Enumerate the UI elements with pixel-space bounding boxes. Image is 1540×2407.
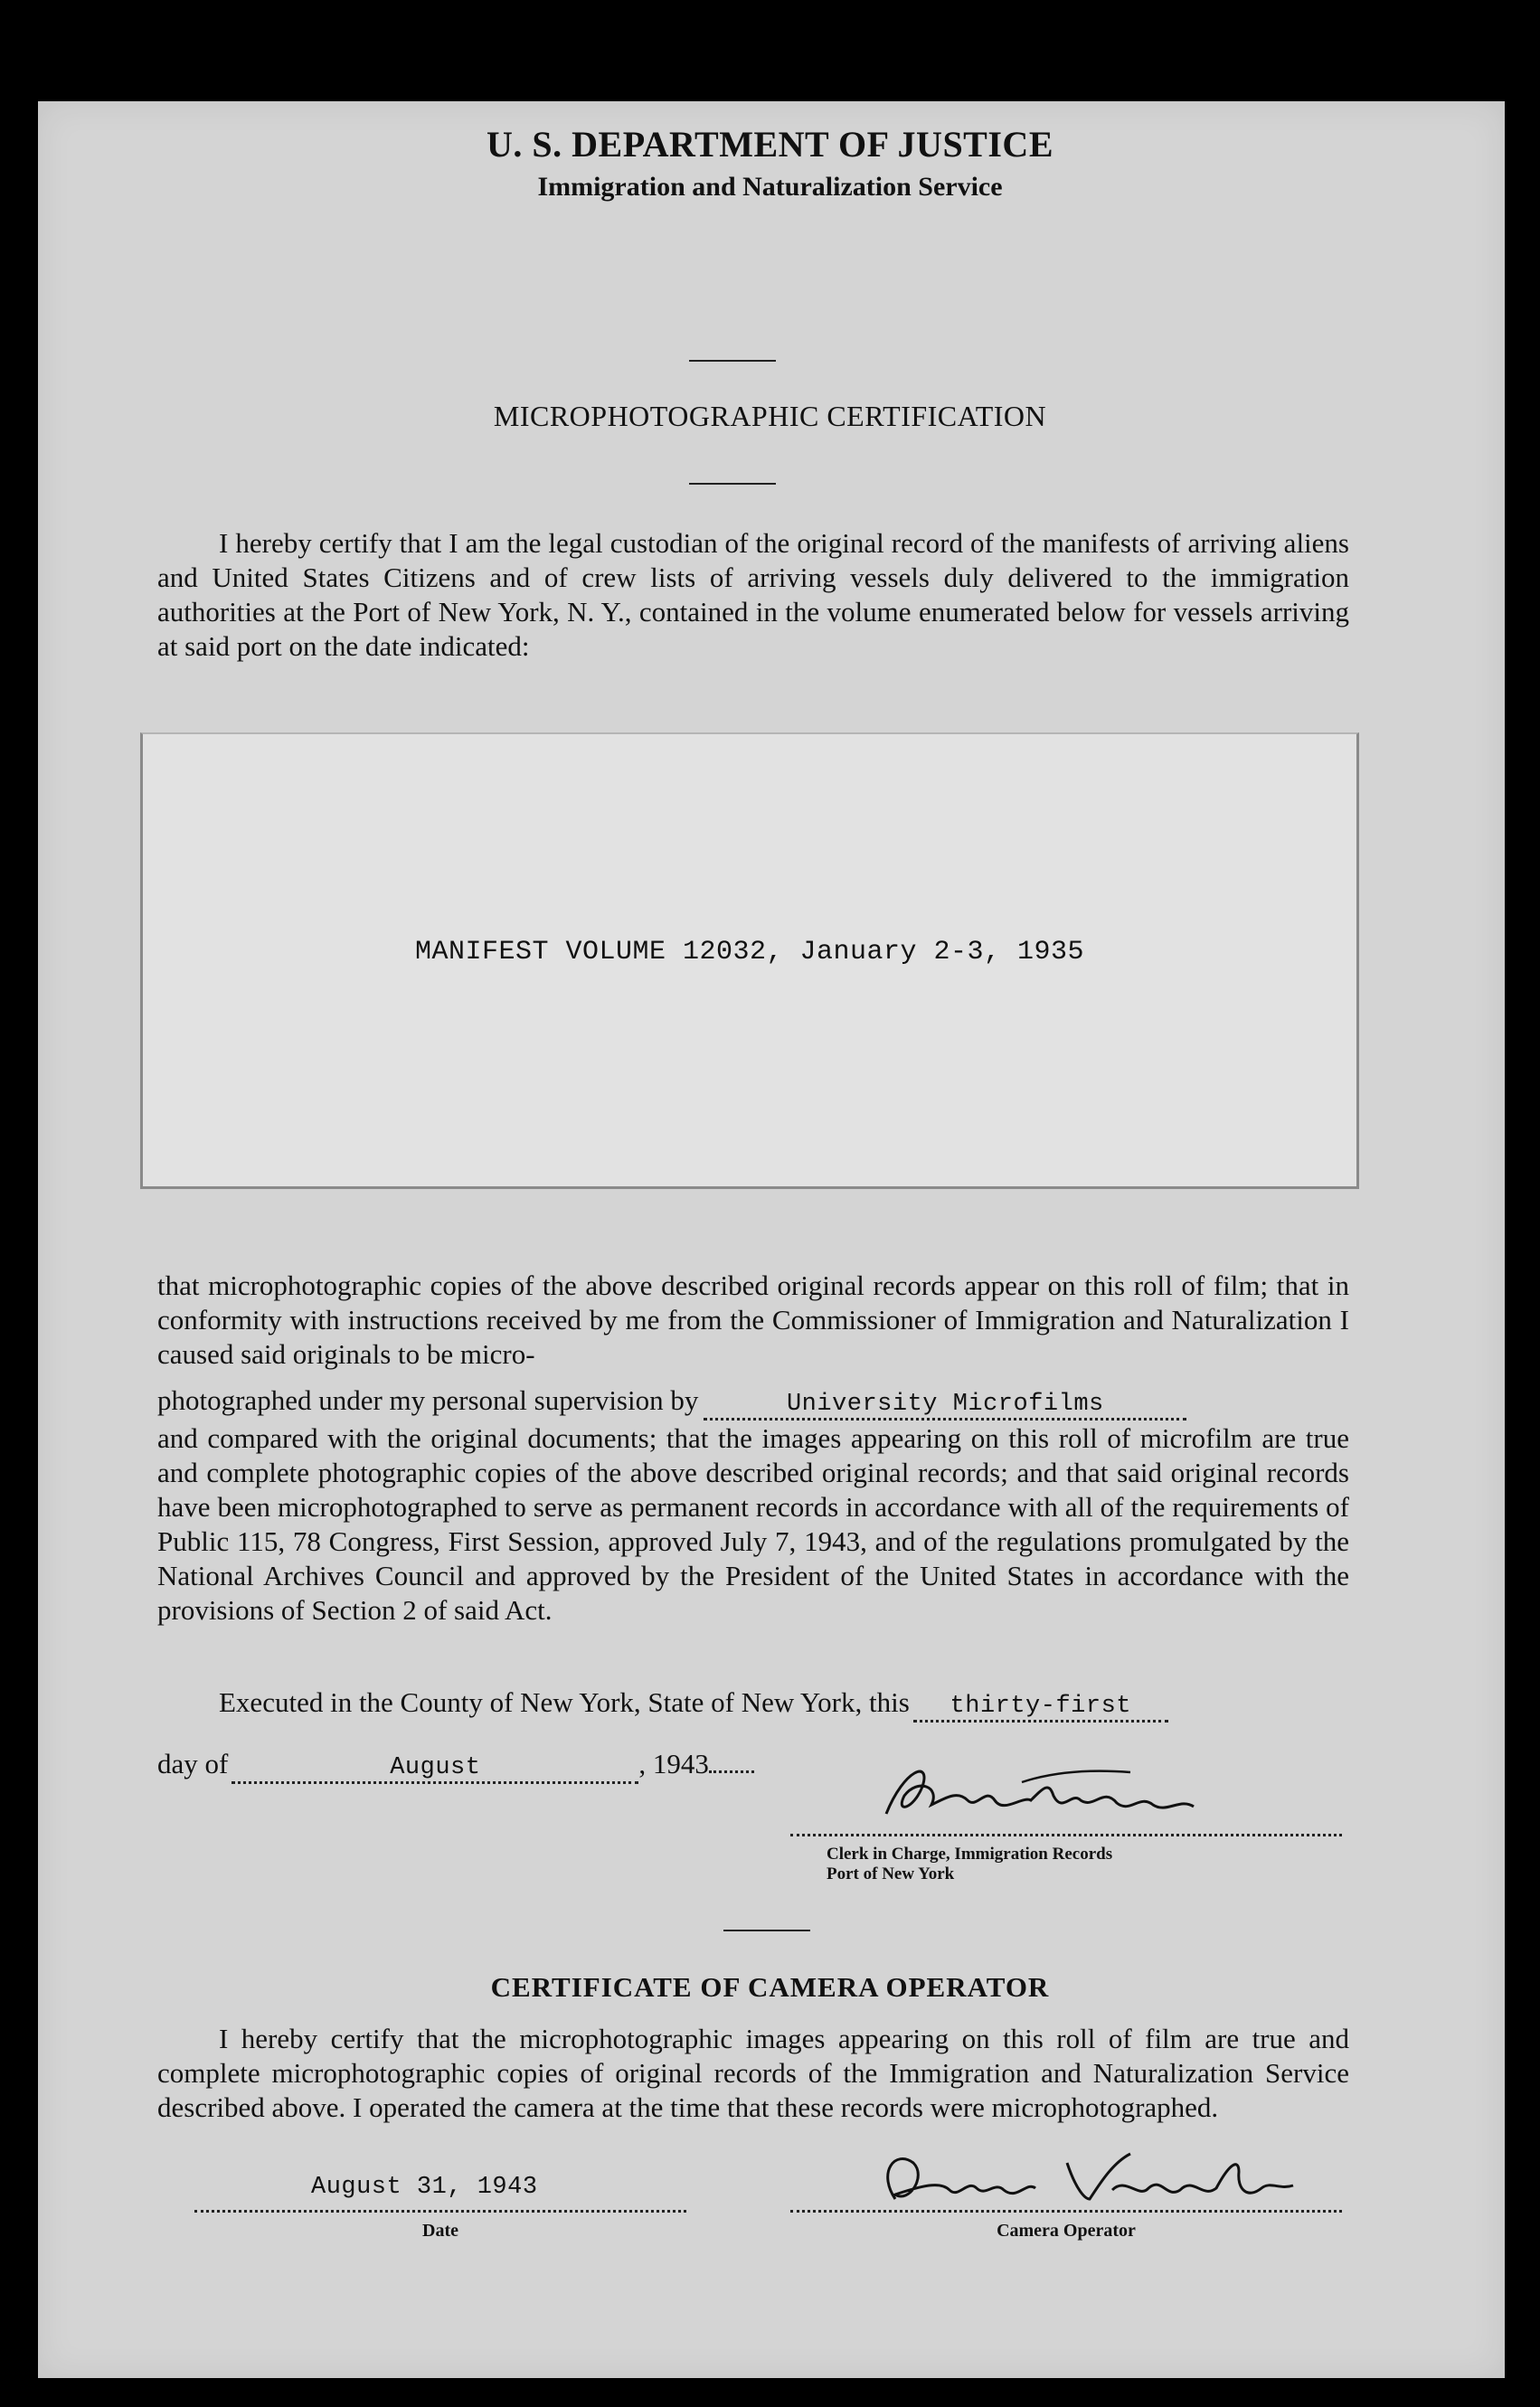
body-paragraph-1: that microphotographic copies of the above described original records appear on this roll of film; that in conformity with instructions received by me from the Commissioner of Immigration and Naturalization I caused said originals to be micro- xyxy=(157,1270,1349,1370)
volume-box xyxy=(140,732,1359,1189)
intro-paragraph: I hereby certify that I am the legal custodian of the original record of the manifests of arriving aliens and United States Citizens and of crew lists of arriving vessels duly delivered to the immigration authorities at the Port of New York, N. Y., contained in the volume enumerated below for vessels arriving at said port on the date indicated: xyxy=(157,527,1349,662)
clerk-signature xyxy=(868,1760,1302,1832)
month-value: August xyxy=(231,1754,638,1784)
camera-operator-label: Camera Operator xyxy=(997,2221,1136,2241)
execution-prefix: Executed in the County of New York, State of New York, this xyxy=(219,1686,910,1718)
department-heading: U. S. DEPARTMENT OF JUSTICE xyxy=(487,124,1053,165)
execution-line xyxy=(219,1685,1358,1723)
divider-rule xyxy=(689,360,776,362)
service-heading: Immigration and Naturalization Service xyxy=(537,172,1003,202)
camera-operator-line xyxy=(790,2210,1342,2213)
divider-rule xyxy=(723,1930,810,1931)
clerk-title-line2: Port of New York xyxy=(827,1864,955,1883)
supervision-prefix: photographed under my personal supervision by xyxy=(157,1384,699,1416)
camera-certificate-title: CERTIFICATE OF CAMERA OPERATOR xyxy=(490,1971,1050,2003)
clerk-signature-line xyxy=(790,1834,1342,1836)
body-paragraph-2: and compared with the original documents; that the images appearing on this roll of microfilm are true and complete photographic copies of the above described original records; and that said original records have been microphotographed to serve as permanent records in accordance with all of the requirements of Public 115, 78 Congress, First Session, approved July 7, 1943, and of the regulations promulgated by the National Archives Council and approved by the President of the United States in accordance with the provisions of Section 2 of said Act. xyxy=(157,1422,1349,1626)
day-of-line xyxy=(157,1747,754,1784)
divider-rule xyxy=(689,483,776,485)
supervision-line xyxy=(157,1383,1349,1421)
volume-label: MANIFEST VOLUME 12032, January 2-3, 1935 xyxy=(414,937,1085,968)
year-text: , 1943 xyxy=(638,1748,709,1779)
supervision-filled-value: University Microfilms xyxy=(704,1391,1186,1421)
certification-title: MICROPHOTOGRAPHIC CERTIFICATION xyxy=(493,400,1047,432)
camera-certificate-text: I hereby certify that the microphotographic images appearing on this roll of film are true and complete microphotographic copies of original records of the Immigration and Naturalization Service described above. I operated the camera at the time that these records were microphotographed. xyxy=(157,2023,1349,2123)
date-line xyxy=(194,2210,686,2213)
execution-day-value: thirty-first xyxy=(913,1693,1168,1723)
camera-operator-signature xyxy=(841,2145,1311,2213)
date-label: Date xyxy=(422,2221,458,2241)
clerk-title-line1: Clerk in Charge, Immigration Records xyxy=(827,1845,1113,1864)
day-of-label: day of xyxy=(157,1748,229,1779)
camera-date-value: August 31, 1943 xyxy=(311,2174,538,2201)
year-dots xyxy=(709,1770,754,1773)
